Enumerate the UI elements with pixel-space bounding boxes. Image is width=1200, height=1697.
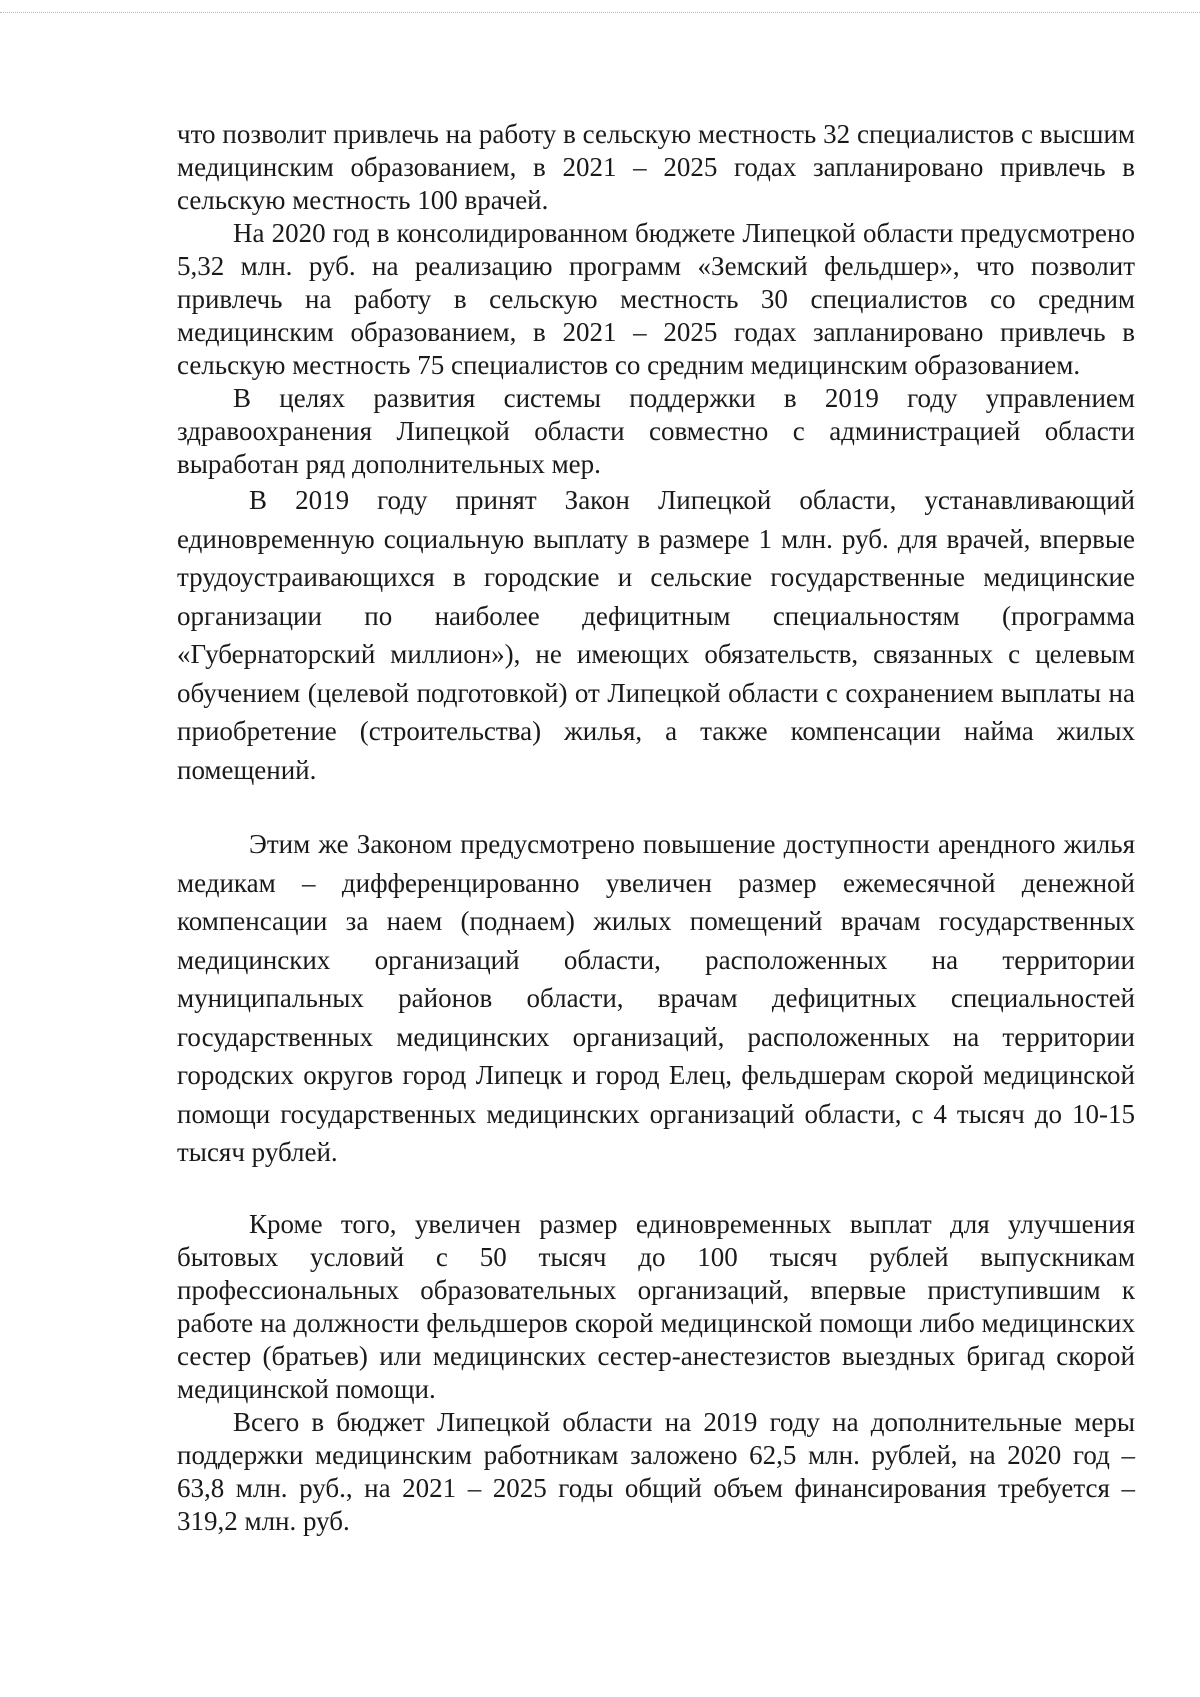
scan-top-edge [0, 12, 1200, 13]
paragraph-one-time-payments: Кроме того, увеличен размер единовременных выплат для улучшения бытовых условий с 50 тысяч до 100 тысяч рублей выпускникам профессиональных образовательных организаций, впервые приступившим к работе на должности фельдшеров скорой медицинской помощи либо медицинских сестер (братьев) или медицинских сестер-анестезистов выездных бригад скорой медицинской помощи. [177, 1208, 1135, 1404]
paragraph-continuation: что позволит привлечь на работу в сельскую местность 32 специалистов с высшим медицинским образованием, в 2021 – 2025 годах запланировано привлечь в сельскую местность 100 врачей. [177, 119, 1135, 215]
paragraph-zemsky-feldsher: На 2020 год в консолидированном бюджете Липецкой области предусмотрено 5,32 млн. руб. на реализацию программ «Земский фельдшер», что позволит привлечь на работу в сельскую местность 30 специалистов со средним медицинским образованием, в 2021 – 2025 годах запланировано привлечь в сельскую местность 75 специалистов со средним медицинским образованием. [177, 218, 1135, 380]
paragraph-support-system: В целях развития системы поддержки в 2019 году управлением здравоохранения Липецкой области совместно с администрацией области выработан ряд дополнительных мер. [177, 383, 1135, 479]
paragraph-total-budget: Всего в бюджет Липецкой области на 2019 году на дополнительные меры поддержки медицинским работникам заложено 62,5 млн. рублей, на 2020 год – 63,8 млн. руб., на 2021 – 2025 годы общий объем финансирования требуется – 319,2 млн. руб. [177, 1406, 1135, 1536]
paragraph-rent-compensation: Этим же Законом предусмотрено повышение доступности арендного жилья медикам – дифференцированно увеличен размер ежемесячной денежной компенсации за наем (поднаем) жилых помещений врачам государственных медицинских организаций области, расположенных на территории муниципальных районов области, врачам дефицитных специальностей государственных медицинских организаций, расположенных на территории городских округов город Липецк и город Елец, фельдшерам скорой медицинской помощи государственных медицинских организаций области, с 4 тысяч до 10-15 тысяч рублей. [177, 829, 1135, 1167]
document-page [177, 118, 1135, 1538]
paragraph-governor-million: В 2019 году принят Закон Липецкой области, устанавливающий единовременную социальную выплату в размере 1 млн. руб. для врачей, впервые трудоустраивающихся в городские и сельские государственные медицинские организации по наиболее дефицитным специальностям (программа «Губернаторский миллион»), не имеющих обязательств, связанных с целевым обучением (целевой подготовкой) от Липецкой области с сохранением выплаты на приобретение (строительства) жилья, а также компенсации найма жилых помещений. [177, 485, 1135, 785]
